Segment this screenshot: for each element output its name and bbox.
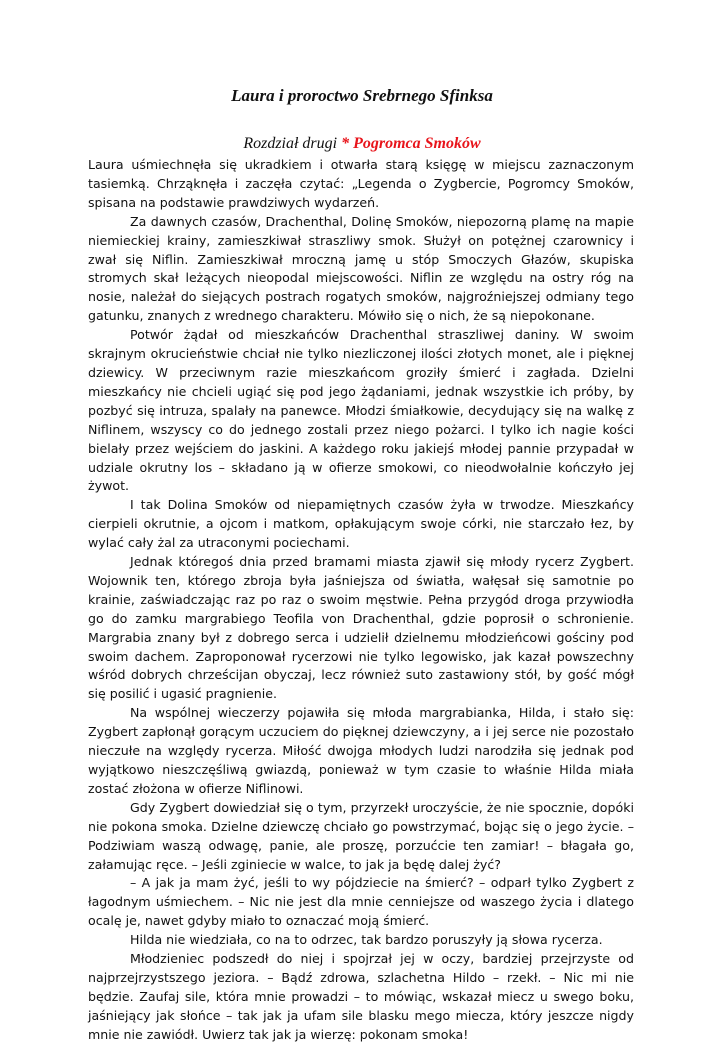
paragraph: Hilda nie wiedziała, co na to odrzec, tak bardzo poruszyły ją słowa rycerza. [130,932,603,948]
document-title: Laura i proroctwo Srebrnego Sfinksa [231,86,493,105]
chapter-name: Pogromca Smoków [353,135,481,152]
paragraph: Potwór żądał od mieszkańców Drachenthal straszliwej daniny. W swoim skrajnym okrucieństwie chciał nie tylko niezliczonej ilości złotych monet, ale i pięknej dziewicy. W przeciwnym razie mieszkańcom groziły śmierć i zagłada. Dzielni mieszkańcy nie chcieli ugiąć się pod jego żądaniami, jednak wszystkie ich próby, by pozbyć się intruza, spalały na panewce. Młodzi śmiałkowie, decydujący się na walkę z Niflinem, wszyscy co do jednego zostali przez niego pożarci. I tylko ich nagie kości bielały przez wejściem do jaskini. A każdego roku jakiejś młodej pannie przypadał w udziale okrutny los – składano ją w ofierze smokowi, co nieodwołalnie kończyło jej żywot. [88,327,634,494]
paragraph: Jednak któregoś dnia przed bramami miasta zjawił się młody rycerz Zygbert. Wojownik ten, którego zbroja była jaśniejsza od światła, wałęsał się samotnie po krainie, zaświadczając raz po raz o swoim męstwie. Pełna przygód droga przywiodła go do zamku margrabiego Teofila von Drachenthal, gdzie poprosił o schronienie. Margrabia znany był z dobrego serca i udzielił dzielnemu młodzieńcowi gościny pod swoim dachem. Zaproponował rycerzowi nie tylko legowisko, jak kazał powszechny wśród dobrych chrześcijan obyczaj, lecz również suto zastawiony stół, by gość mógł się posilić i ugasić pragnienie. [88,554,634,702]
paragraph: Laura uśmiechnęła się ukradkiem i otwarła starą księgę w miejscu zaznaczonym tasiemką. Chrząknęła i zaczęła czytać: „Legenda o Zygbercie, Pogromcy Smoków, spisana na podstawie prawdziwych wydarzeń. [88,157,634,210]
paragraph: Gdy Zygbert dowiedział się o tym, przyrzekł uroczyście, że nie spocznie, dopóki nie pokona smoka. Dzielne dziewczę chciało go powstrzymać, bojąc się o jego życie. – Podziwiam waszą odwagę, panie, ale proszę, porzućcie ten zamiar! – błagała go, załamując ręce. – Jeśli zginiecie w walce, to jak ja będę dalej żyć? [88,799,634,872]
paragraph: Młodzieniec podszedł do niej i spojrzał jej w oczy, bardziej przejrzyste od najprzejrzystszego jeziora. – Bądź zdrowa, szlachetna Hildo – rzekł. – Nic mi nie będzie. Zaufaj sile, która mnie prowadzi – to mówiąc, wskazał miecz u swego boku, jaśniejący jak słońce – tak jak ja ufam sile blasku mego miecza, który jeszcze nigdy mnie nie zawiódł. Uwierz tak jak ja wierzę: pokonam smoka! [88,951,634,1042]
paragraph: Na wspólnej wieczerzy pojawiła się młoda margrabianka, Hilda, i stało się: Zygbert zapłonął gorącym uczuciem do pięknej dziewczyny, a i jej serce nie pozostało nieczułe na względy rycerza. Miłość dwojga młodych ludzi narodziła się jednak pod wyjątkowo nieszczęśliwą gwiazdą, ponieważ w tym czasie to właśnie Hilda miała zostać złożona w ofierze Niflinowi. [88,705,634,796]
chapter-label: Rozdział drugi [243,135,338,152]
paragraph: I tak Dolina Smoków od niepamiętnych czasów żyła w trwodze. Mieszkańcy cierpieli okrutnie, a ojcom i matkom, opłakującym swoje córki, nie starczało łez, by wylać cały żal za utraconymi pociechami. [88,497,634,551]
chapter-body [88,156,634,1045]
chapter-heading [0,135,724,153]
chapter-separator: * [341,135,350,152]
paragraph: – A jak ja mam żyć, jeśli to wy pójdziecie na śmierć? – odparł tylko Zygbert z łagodnym uśmiechem. – Nic nie jest dla mnie cenniejsze od waszego życia i dlatego ocalę je, nawet gdyby miało to oznaczać moją śmierć. [88,875,634,929]
paragraph: Za dawnych czasów, Drachenthal, Dolinę Smoków, niepozorną plamę na mapie niemieckiej krainy, zamieszkiwał straszliwy smok. Służył on potężnej czarownicy i zwał się Niflin. Zamieszkiwał mroczną jamę u stóp Smoczych Głazów, skupiska stromych skał leżących nieopodal miejscowości. Niflin ze względu na ostry róg na nosie, należał do siejących postrach rogatych smoków, najgroźniejszej odmiany tego gatunku, znanych z wrednego charakteru. Mówiło się o nich, że są niepokonane. [88,213,634,324]
